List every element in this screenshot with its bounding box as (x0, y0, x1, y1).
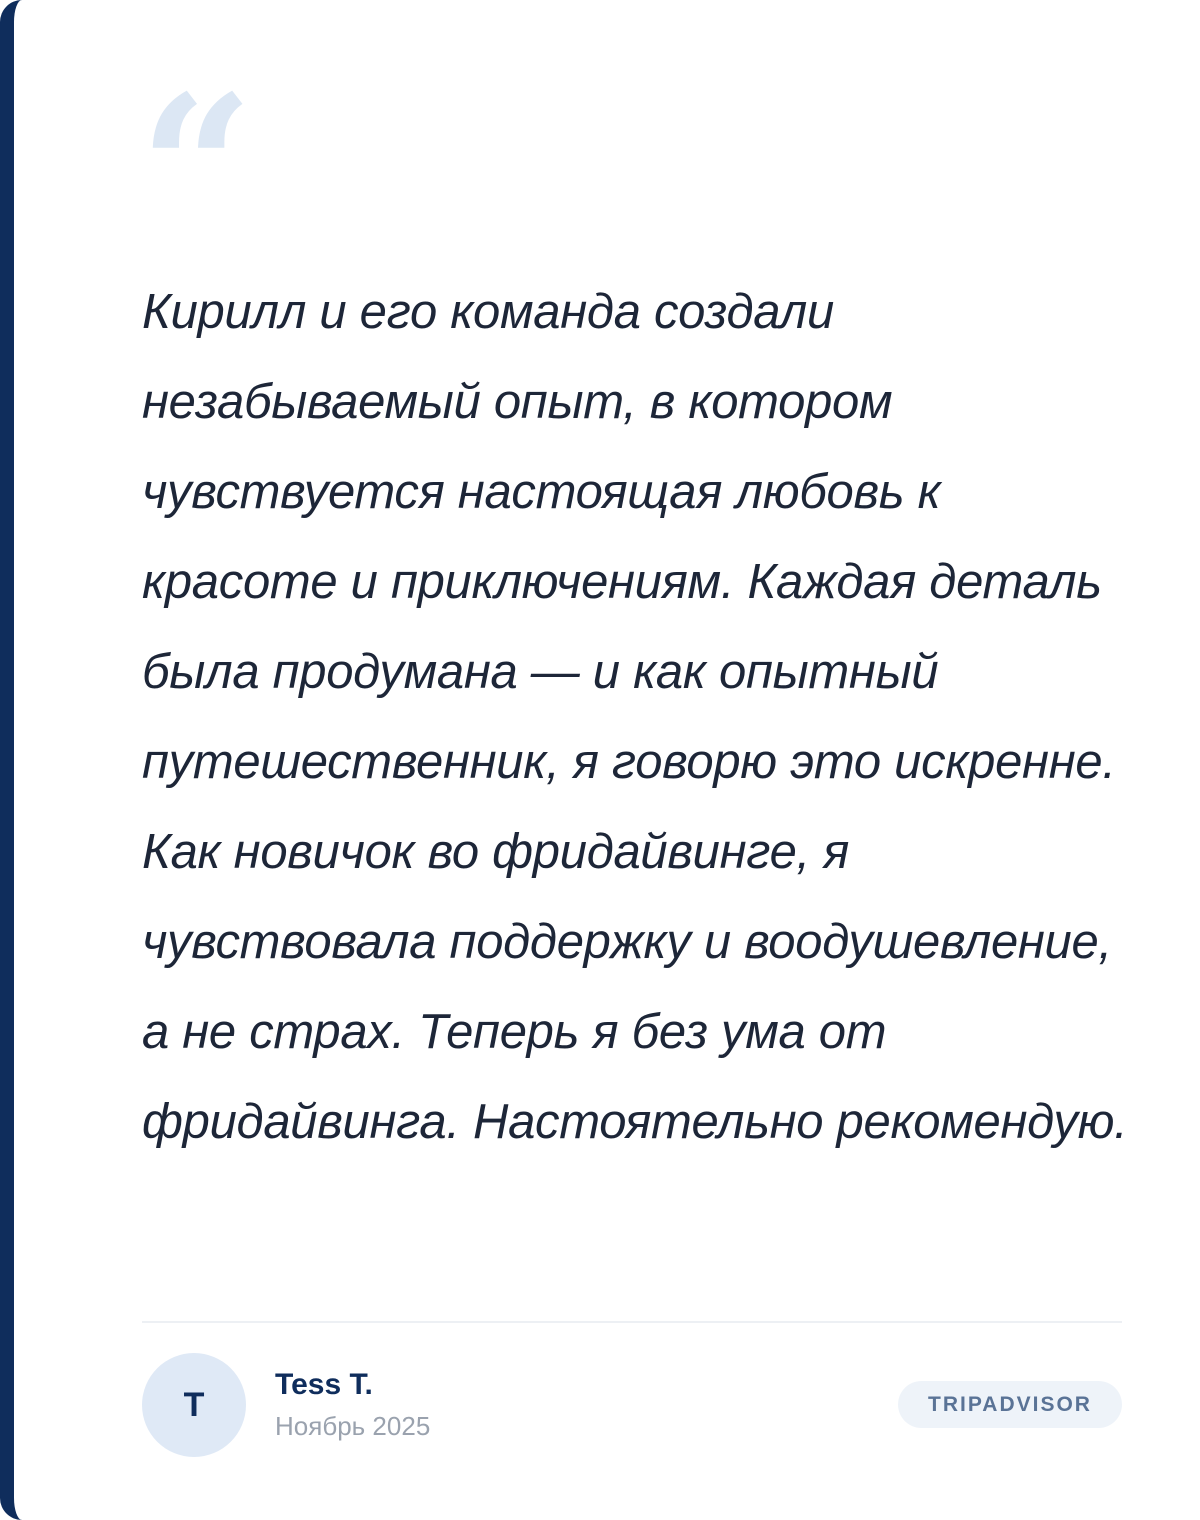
source-badge (898, 1381, 1122, 1428)
avatar-initial: T (183, 1385, 205, 1424)
source-badge-label: TRIPADVISOR (928, 1392, 1092, 1416)
avatar (142, 1353, 246, 1457)
divider (142, 1321, 1122, 1323)
review-text: Кирилл и его команда создали незабываемый опыт, в котором чувствуется настоящая любовь к красоте и приключениям. Каждая деталь была продумана — и как опытный путешественник, я говорю это искренне. Как новичок во фридайвинге, я чувствовала поддержку и воодушевление, а не страх. Теперь я без ума от фридайвинга. Настоятельно рекомендую. (142, 285, 1128, 1149)
quote-open-icon: “ (139, 52, 255, 287)
review-date: Ноябрь 2025 (275, 1411, 431, 1441)
author-name: Tess T. (275, 1368, 373, 1401)
